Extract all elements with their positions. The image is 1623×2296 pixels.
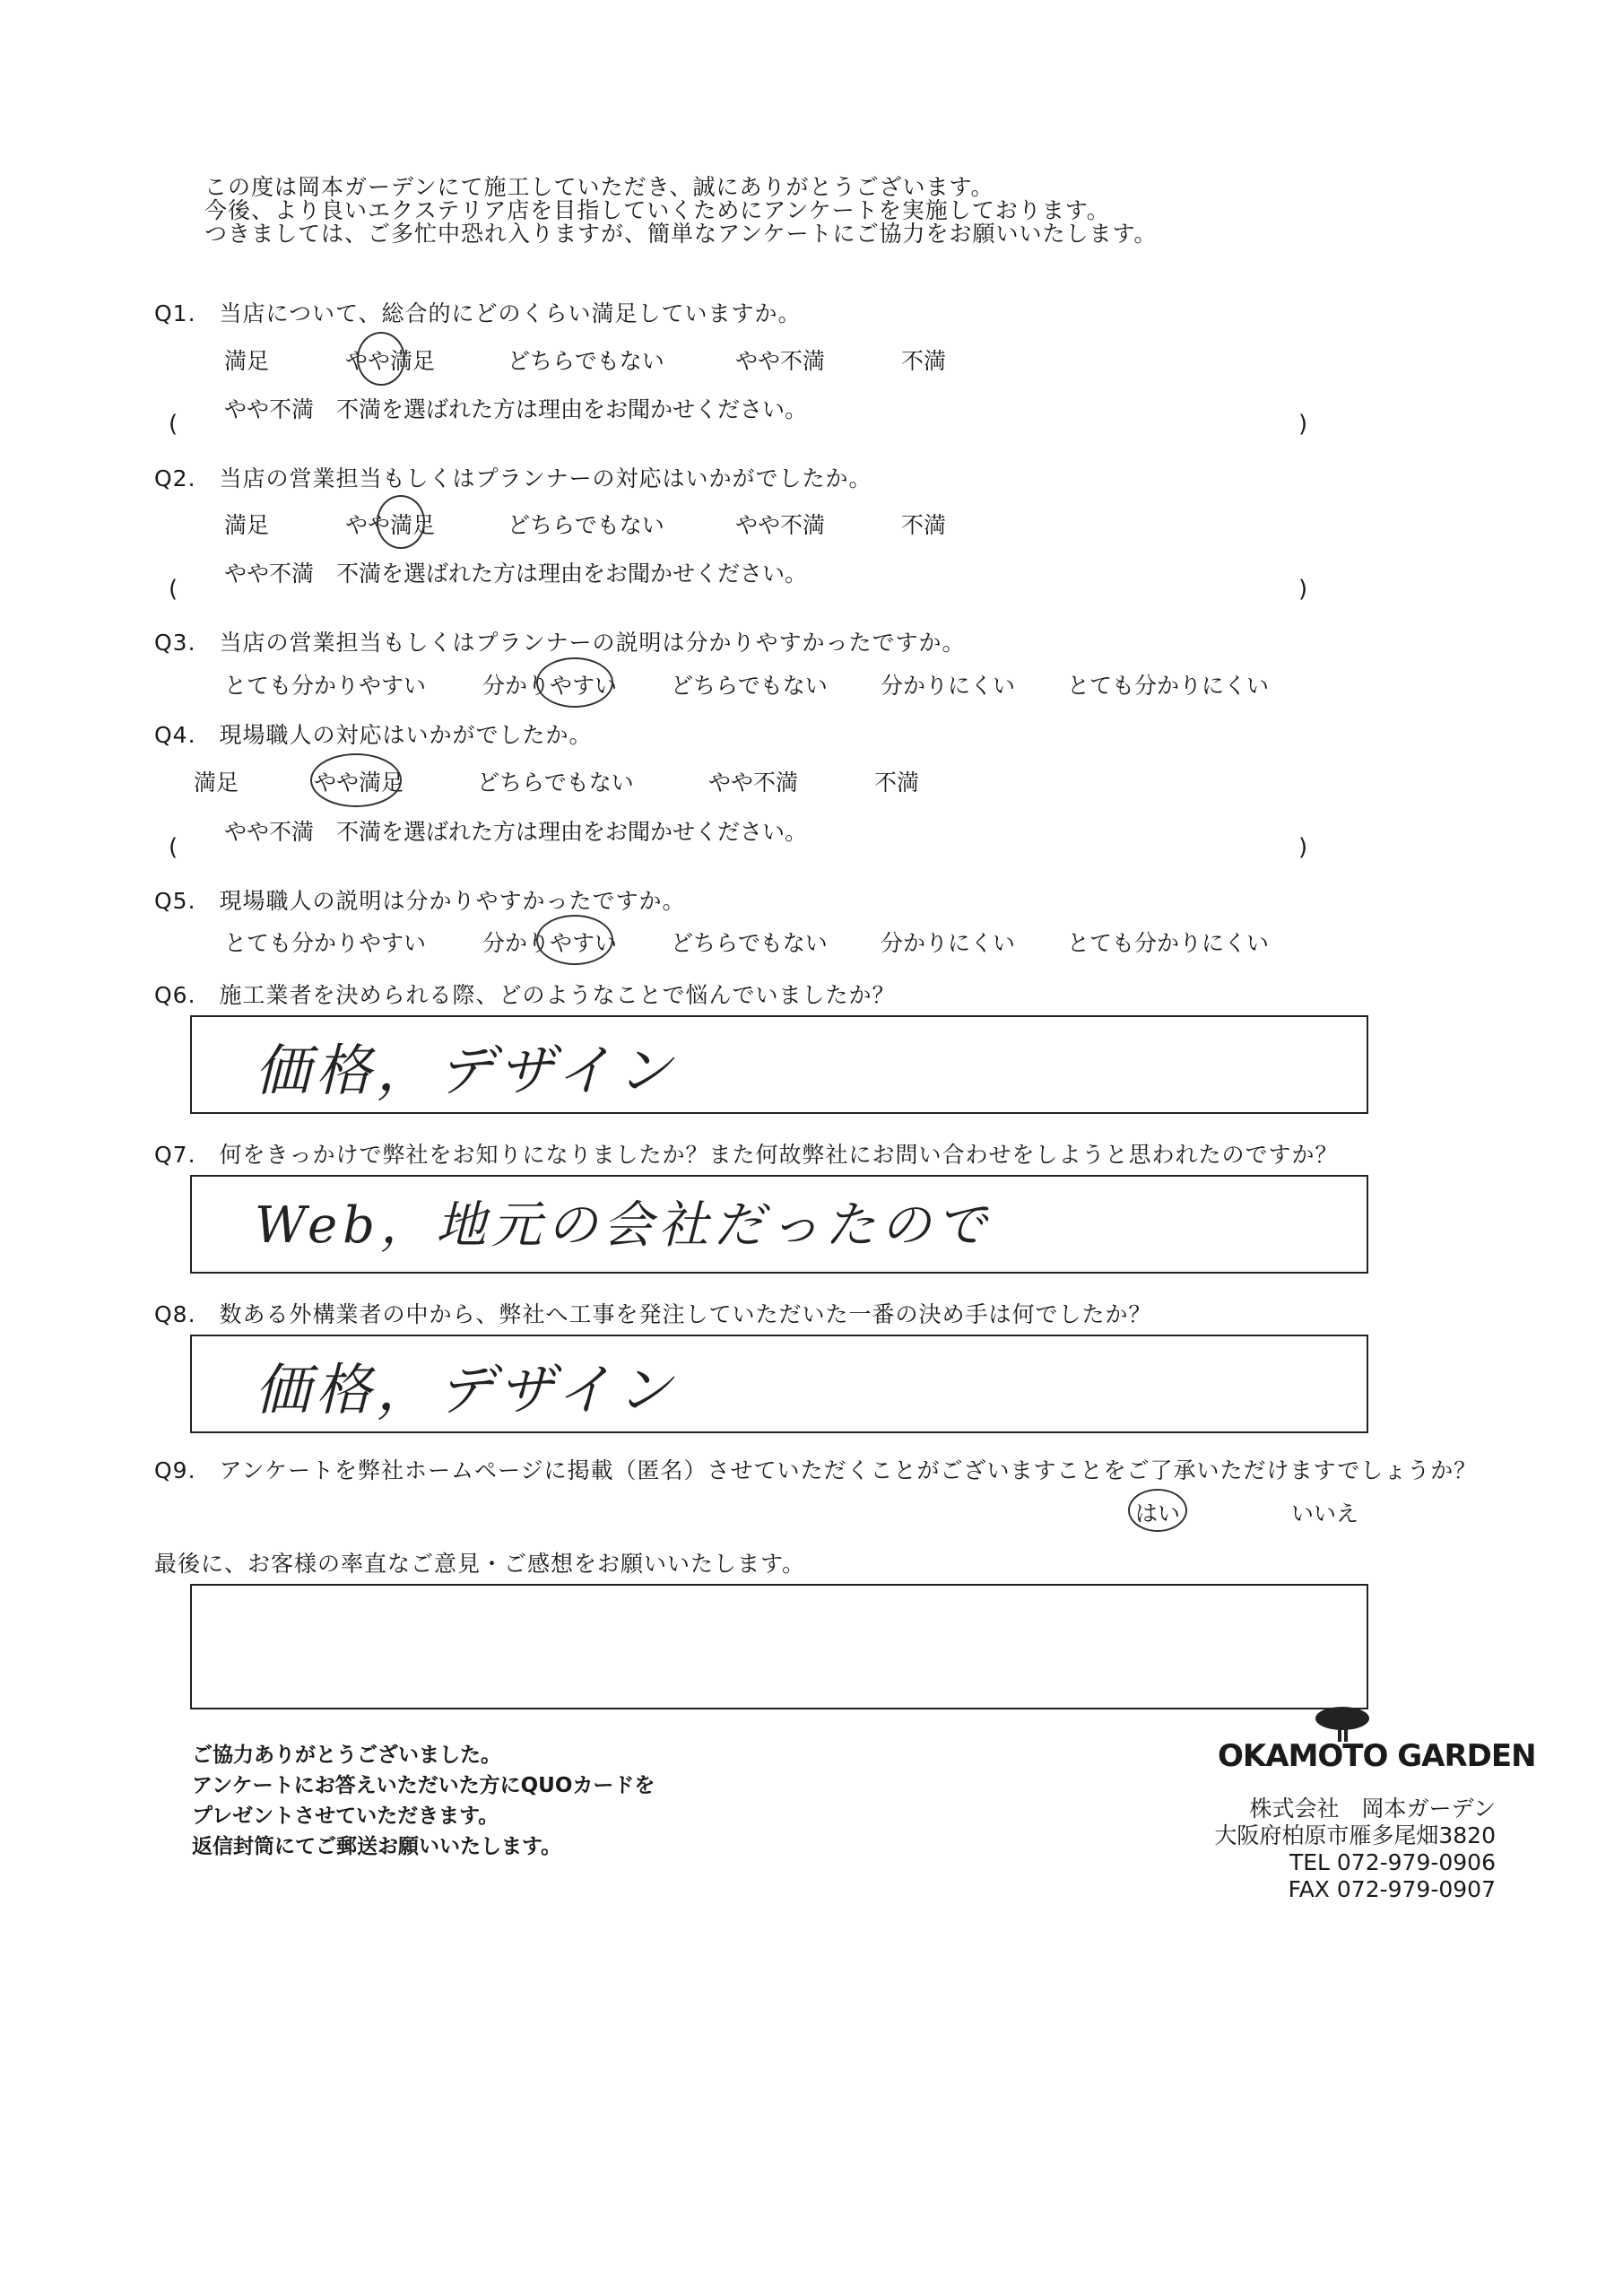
- q6-answer: 価格，デザイン: [255, 1038, 678, 1103]
- q3-option-2[interactable]: 分かりやすい: [482, 673, 618, 699]
- intro-line: この度は岡本ガーデンにて施工していただき、誠にありがとうございます。: [204, 174, 994, 200]
- q5-option-3[interactable]: どちらでもない: [671, 930, 828, 956]
- q4-option-1[interactable]: 満足: [194, 770, 239, 796]
- q5-option-5[interactable]: とても分かりにくい: [1067, 930, 1270, 956]
- q5-label: Q5. 現場職人の説明は分かりやすかったですか。: [154, 888, 686, 914]
- q1-selection-circle: [357, 332, 405, 386]
- q6-label: Q6. 施工業者を決められる際、どのようなことで悩んでいましたか？: [154, 982, 896, 1008]
- q4-option-2[interactable]: やや満足: [314, 770, 404, 796]
- q2-note: やや不満 不満を選ばれた方は理由をお聞かせください。: [224, 561, 808, 587]
- q5-option-4[interactable]: 分かりにくい: [881, 930, 1016, 956]
- tree-icon: [1311, 1706, 1374, 1742]
- company-name: 株式会社 岡本ガーデン: [1249, 1796, 1496, 1822]
- q3-selection-circle: [536, 657, 613, 708]
- closing-line: アンケートにお答えいただいた方にQUOカードを: [192, 1774, 655, 1797]
- final-label: 最後に、お客様の率直なご意見・ご感想をお願いいたします。: [154, 1551, 806, 1577]
- q2-label: Q2. 当店の営業担当もしくはプランナーの対応はいかがでしたか。: [154, 465, 872, 491]
- q1-option-1[interactable]: 満足: [224, 348, 270, 374]
- q3-option-5[interactable]: とても分かりにくい: [1067, 673, 1270, 699]
- logo-text: OKAMOTO GARDEN: [1218, 1738, 1536, 1774]
- company-logo: [1218, 1713, 1536, 1774]
- q9-option-no[interactable]: いいえ: [1291, 1500, 1359, 1526]
- q4-paren-close: ): [1298, 834, 1308, 861]
- q4-note: やや不満 不満を選ばれた方は理由をお聞かせください。: [224, 819, 808, 845]
- q1-paren-open: (: [169, 411, 178, 438]
- q9-option-yes[interactable]: はい: [1135, 1500, 1181, 1526]
- q1-note: やや不満 不満を選ばれた方は理由をお聞かせください。: [224, 396, 808, 422]
- q4-label: Q4. 現場職人の対応はいかがでしたか。: [154, 722, 593, 748]
- intro-text: [204, 176, 1158, 246]
- q2-selection-circle: [377, 495, 425, 549]
- q4-option-5[interactable]: 不満: [874, 770, 920, 796]
- final-comment-box[interactable]: [190, 1584, 1368, 1709]
- q7-answer-box[interactable]: [190, 1175, 1368, 1274]
- q1-paren-close: ): [1298, 411, 1308, 438]
- q5-option-1[interactable]: とても分かりやすい: [224, 930, 427, 956]
- q7-answer: Web，地元の会社だったので: [255, 1196, 992, 1255]
- q2-option-1[interactable]: 満足: [224, 512, 270, 538]
- q4-paren-open: (: [169, 834, 178, 861]
- intro-line: つきましては、ご多忙中恐れ入りますが、簡単なアンケートにご協力をお願いいたします。: [204, 221, 1158, 247]
- q1-option-3[interactable]: どちらでもない: [508, 348, 664, 374]
- closing-line: ご協力ありがとうございました。: [192, 1744, 501, 1767]
- company-address: 大阪府柏原市雁多尾畑3820: [1214, 1822, 1496, 1848]
- q2-paren-close: ): [1298, 576, 1308, 603]
- q3-option-3[interactable]: どちらでもない: [671, 673, 828, 699]
- closing-text: [192, 1740, 655, 1862]
- q3-label: Q3. 当店の営業担当もしくはプランナーの説明は分かりやすかったですか。: [154, 630, 966, 656]
- company-fax: FAX 072-979-0907: [1288, 1876, 1496, 1902]
- q8-answer: 価格，デザイン: [255, 1357, 678, 1422]
- q3-option-4[interactable]: 分かりにくい: [881, 673, 1016, 699]
- q6-answer-box[interactable]: [190, 1015, 1368, 1114]
- q8-label: Q8. 数ある外構業者の中から、弊社へ工事を発注していただいた一番の決め手は何でしたか？: [154, 1301, 1152, 1327]
- q9-label: Q9. アンケートを弊社ホームページに掲載（匿名）させていただくことがございますことをご了承いただけますでしょうか？: [154, 1457, 1478, 1483]
- q4-option-4[interactable]: やや不満: [708, 770, 799, 796]
- q1-label: Q1. 当店について、総合的にどのくらい満足していますか。: [154, 300, 802, 326]
- q5-selection-circle: [536, 915, 613, 965]
- closing-line: 返信封筒にてご郵送お願いいたします。: [192, 1835, 562, 1858]
- q2-option-3[interactable]: どちらでもない: [508, 512, 664, 538]
- intro-line: 今後、より良いエクステリア店を目指していくためにアンケートを実施しております。: [204, 197, 1110, 223]
- q2-option-4[interactable]: やや不満: [735, 512, 826, 538]
- q1-option-5[interactable]: 不満: [901, 348, 947, 374]
- q2-option-2[interactable]: やや満足: [345, 512, 436, 538]
- q4-selection-circle: [310, 753, 402, 807]
- q1-option-4[interactable]: やや不満: [735, 348, 826, 374]
- company-tel: TEL 072-979-0906: [1289, 1849, 1496, 1875]
- closing-line: プレゼントさせていただきます。: [192, 1805, 499, 1828]
- q7-label: Q7. 何をきっかけで弊社をお知りになりましたか？また何故弊社にお問い合わせをしようと思われたのですか？: [154, 1142, 1339, 1168]
- q8-answer-box[interactable]: [190, 1335, 1368, 1433]
- q1-option-2[interactable]: やや満足: [345, 348, 436, 374]
- q9-selection-circle: [1128, 1489, 1187, 1532]
- q5-option-2[interactable]: 分かりやすい: [482, 930, 618, 956]
- q2-paren-open: (: [169, 576, 178, 603]
- q3-option-1[interactable]: とても分かりやすい: [224, 673, 427, 699]
- q2-option-5[interactable]: 不満: [901, 512, 947, 538]
- company-info: [1214, 1796, 1496, 1903]
- q4-option-3[interactable]: どちらでもない: [477, 770, 634, 796]
